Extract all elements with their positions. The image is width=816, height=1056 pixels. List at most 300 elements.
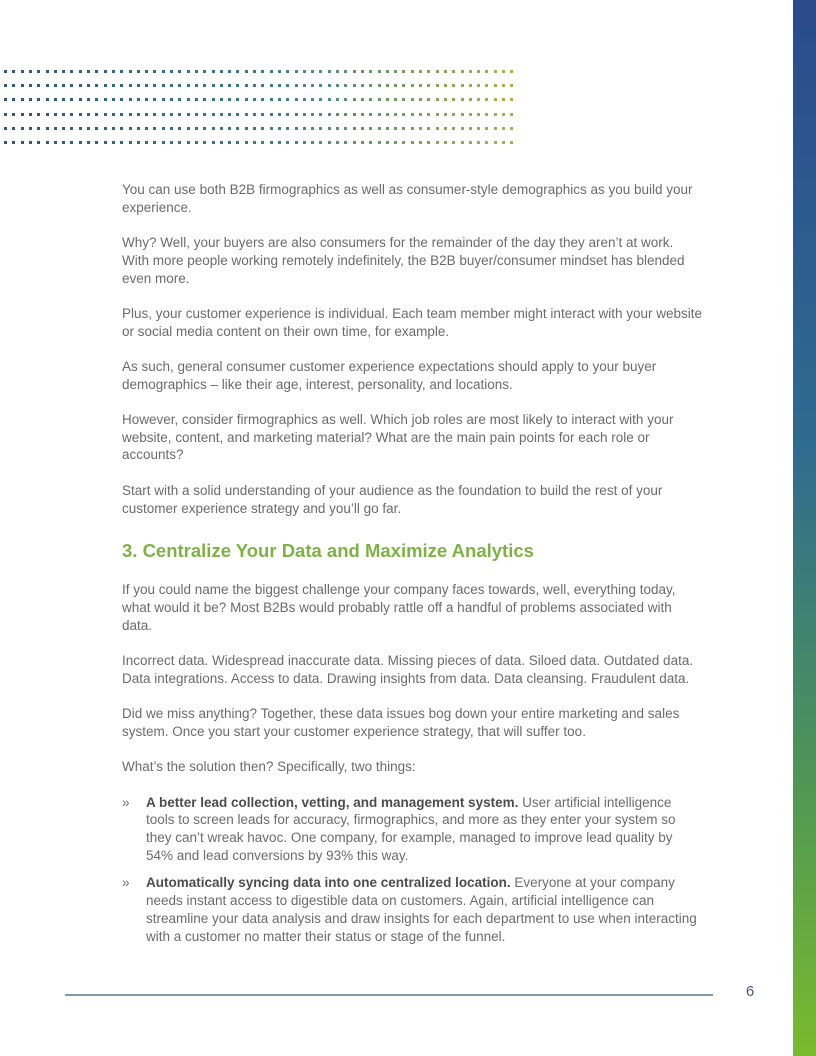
decorative-dot <box>46 84 49 87</box>
decorative-dot <box>62 70 65 73</box>
decorative-dot <box>203 98 206 101</box>
decorative-dot <box>187 70 190 73</box>
decorative-dot <box>328 84 331 87</box>
decorative-dot <box>386 84 389 87</box>
decorative-dot <box>419 98 422 101</box>
decorative-dot <box>303 127 306 130</box>
decorative-dot <box>29 127 32 130</box>
decorative-dot <box>37 98 40 101</box>
decorative-dot <box>187 113 190 116</box>
decorative-dot <box>477 127 480 130</box>
decorative-dot <box>394 70 397 73</box>
decorative-dot <box>502 84 505 87</box>
decorative-dot <box>145 70 148 73</box>
decorative-dot <box>54 70 57 73</box>
decorative-dot <box>4 127 7 130</box>
decorative-dot <box>469 141 472 144</box>
decorative-dot <box>21 70 24 73</box>
decorative-dot <box>137 70 140 73</box>
decorative-dot <box>261 113 264 116</box>
decorative-dot <box>4 141 7 144</box>
decorative-dot <box>245 141 248 144</box>
decorative-dot <box>21 141 24 144</box>
decorative-dot <box>236 113 239 116</box>
decorative-dot <box>195 84 198 87</box>
decorative-dot <box>386 141 389 144</box>
decorative-dot <box>295 84 298 87</box>
decorative-dot <box>378 98 381 101</box>
decorative-dot <box>79 98 82 101</box>
decorative-dot <box>494 141 497 144</box>
decorative-dot <box>378 113 381 116</box>
decorative-dot <box>162 141 165 144</box>
decorative-dot <box>261 127 264 130</box>
decorative-dot <box>162 84 165 87</box>
decorative-dot <box>419 127 422 130</box>
decorative-dot <box>170 70 173 73</box>
decorative-dot <box>402 84 405 87</box>
decorative-dot <box>37 84 40 87</box>
decorative-dot <box>319 98 322 101</box>
decorative-dot <box>153 98 156 101</box>
decorative-dot <box>54 113 57 116</box>
decorative-dot <box>452 98 455 101</box>
decorative-dot <box>253 141 256 144</box>
decorative-dot <box>178 141 181 144</box>
decorative-dot <box>253 113 256 116</box>
decorative-dot <box>129 84 132 87</box>
decorative-dot <box>87 84 90 87</box>
decorative-dot <box>104 113 107 116</box>
decorative-dot <box>494 127 497 130</box>
paragraph: Incorrect data. Widespread inaccurate data. Missing pieces of data. Siloed data. Outdated data. Data integrations. Access to data. Drawing insights from data. Data cleansing. Fraudulent data. <box>122 653 694 686</box>
decorative-dot <box>336 127 339 130</box>
decorative-dot <box>187 141 190 144</box>
decorative-dot <box>303 70 306 73</box>
decorative-dot <box>436 127 439 130</box>
decorative-dot <box>220 141 223 144</box>
decorative-dot <box>12 127 15 130</box>
decorative-dot <box>153 113 156 116</box>
decorative-dot <box>212 70 215 73</box>
decorative-dot <box>29 84 32 87</box>
decorative-dot <box>427 70 430 73</box>
decorative-dot <box>195 127 198 130</box>
decorative-dot <box>79 127 82 130</box>
decorative-dot <box>162 70 165 73</box>
paragraph: As such, general consumer customer experience expectations should apply to your buyer demographics – like their age, interest, personality, and locations. <box>122 358 657 392</box>
decorative-dot <box>228 127 231 130</box>
decorative-dot <box>328 127 331 130</box>
decorative-dot <box>510 127 513 130</box>
decorative-dot <box>378 127 381 130</box>
decorative-dot <box>427 127 430 130</box>
decorative-dot <box>104 127 107 130</box>
decorative-dot <box>62 127 65 130</box>
decorative-dot <box>261 98 264 101</box>
decorative-dot <box>87 98 90 101</box>
decorative-dot <box>452 127 455 130</box>
decorative-dot <box>153 84 156 87</box>
decorative-dot <box>145 113 148 116</box>
decorative-dot <box>411 141 414 144</box>
decorative-dot <box>461 84 464 87</box>
decorative-dot <box>70 113 73 116</box>
decorative-dot <box>278 113 281 116</box>
decorative-dot <box>394 127 397 130</box>
decorative-dot <box>21 127 24 130</box>
decorative-dot <box>411 127 414 130</box>
decorative-dot <box>286 127 289 130</box>
decorative-dot <box>469 70 472 73</box>
decorative-dot <box>369 113 372 116</box>
decorative-dot <box>187 84 190 87</box>
decorative-dot <box>203 113 206 116</box>
decorative-dot <box>510 84 513 87</box>
bullet-marker: » <box>122 875 130 891</box>
decorative-dot <box>112 98 115 101</box>
decorative-dot <box>353 127 356 130</box>
decorative-dot <box>303 84 306 87</box>
decorative-dot <box>386 127 389 130</box>
decorative-dot <box>62 98 65 101</box>
decorative-dot <box>369 70 372 73</box>
decorative-dot <box>319 127 322 130</box>
decorative-dot <box>361 127 364 130</box>
paragraph: Did we miss anything? Together, these data issues bog down your entire marketing and sales system. Once you start your customer experience strategy, that will suffer too. <box>122 706 680 739</box>
decorative-dot <box>95 70 98 73</box>
decorative-dot <box>245 84 248 87</box>
decorative-dot <box>444 141 447 144</box>
paragraph: What’s the solution then? Specifically, two things: <box>122 759 416 775</box>
decorative-dot <box>228 70 231 73</box>
decorative-dot <box>79 84 82 87</box>
decorative-dot <box>46 127 49 130</box>
decorative-dot <box>12 98 15 101</box>
decorative-dot <box>295 141 298 144</box>
decorative-dot <box>436 141 439 144</box>
decorative-dot <box>311 84 314 87</box>
decorative-dot <box>104 98 107 101</box>
paragraph: If you could name the biggest challenge your company faces towards, well, everything today, what would it be? Most B2Bs would probably rattle off a handful of problems associated with data. <box>122 582 676 633</box>
decorative-dot <box>137 113 140 116</box>
decorative-dot <box>419 141 422 144</box>
decorative-dot <box>153 127 156 130</box>
decorative-dot <box>502 70 505 73</box>
decorative-dot <box>37 113 40 116</box>
decorative-dot <box>452 84 455 87</box>
decorative-dot <box>129 113 132 116</box>
decorative-dot <box>502 113 505 116</box>
decorative-dot <box>286 84 289 87</box>
decorative-dot <box>220 127 223 130</box>
bullet-text <box>146 874 702 945</box>
decorative-dot <box>419 70 422 73</box>
decorative-dot <box>62 84 65 87</box>
decorative-dot <box>70 84 73 87</box>
decorative-dot <box>112 141 115 144</box>
decorative-dot <box>236 70 239 73</box>
decorative-dot <box>485 98 488 101</box>
decorative-dot <box>162 98 165 101</box>
decorative-dot <box>270 98 273 101</box>
decorative-dot <box>70 127 73 130</box>
decorative-dot <box>87 127 90 130</box>
decorative-dot <box>344 84 347 87</box>
decorative-dot <box>328 98 331 101</box>
decorative-dot <box>4 70 7 73</box>
decorative-dot <box>54 98 57 101</box>
decorative-dot <box>162 127 165 130</box>
decorative-dot <box>477 113 480 116</box>
decorative-dot <box>394 98 397 101</box>
decorative-dot <box>402 98 405 101</box>
decorative-dot <box>245 98 248 101</box>
decorative-dot <box>29 98 32 101</box>
decorative-dot <box>245 70 248 73</box>
decorative-dot <box>436 113 439 116</box>
decorative-dot <box>319 84 322 87</box>
decorative-dot <box>510 98 513 101</box>
decorative-dot <box>178 70 181 73</box>
decorative-dot <box>303 98 306 101</box>
decorative-dot <box>21 113 24 116</box>
decorative-dot <box>170 127 173 130</box>
decorative-dot <box>104 70 107 73</box>
decorative-dot <box>4 84 7 87</box>
decorative-dot <box>120 141 123 144</box>
decorative-dot <box>344 70 347 73</box>
decorative-dot <box>29 113 32 116</box>
decorative-dot <box>436 98 439 101</box>
decorative-dot <box>145 127 148 130</box>
decorative-dot <box>54 84 57 87</box>
decorative-dot <box>270 70 273 73</box>
decorative-dot <box>120 127 123 130</box>
decorative-dot <box>253 127 256 130</box>
paragraph: However, consider firmographics as well. Which job roles are most likely to interact with your website, content, and marketing material? What are the main pain points for each role or accounts? <box>122 412 674 463</box>
decorative-dot <box>70 98 73 101</box>
decorative-dot <box>37 127 40 130</box>
decorative-dot <box>295 98 298 101</box>
paragraph: You can use both B2B firmographics as well as consumer-style demographics as you build your experience. <box>122 182 693 215</box>
decorative-dot <box>203 127 206 130</box>
decorative-dot <box>386 98 389 101</box>
decorative-dot <box>386 113 389 116</box>
footer-divider <box>65 994 713 996</box>
bullet-item <box>122 874 702 945</box>
decorative-dot <box>344 127 347 130</box>
decorative-dot <box>344 141 347 144</box>
decorative-dot <box>469 84 472 87</box>
decorative-dot <box>70 70 73 73</box>
dot-grid-decoration <box>4 70 522 148</box>
decorative-dot <box>178 98 181 101</box>
decorative-dot <box>369 98 372 101</box>
decorative-dot <box>361 70 364 73</box>
decorative-dot <box>402 70 405 73</box>
decorative-dot <box>485 141 488 144</box>
decorative-dot <box>411 84 414 87</box>
decorative-dot <box>137 127 140 130</box>
decorative-dot <box>187 98 190 101</box>
decorative-dot <box>270 127 273 130</box>
decorative-dot <box>469 98 472 101</box>
decorative-dot <box>336 113 339 116</box>
decorative-dot <box>54 141 57 144</box>
decorative-dot <box>62 141 65 144</box>
decorative-dot <box>336 84 339 87</box>
decorative-dot <box>485 84 488 87</box>
decorative-dot <box>353 113 356 116</box>
decorative-dot <box>145 84 148 87</box>
bullet-text <box>146 794 702 865</box>
bullet-rest: Everyone at your company needs instant access to digestible data on customers. Again, artificial intelligence can streamline your data analysis and draw insights for each department to use when interacting with a customer no matter their status or stage of the funnel. <box>146 875 697 944</box>
decorative-dot <box>477 141 480 144</box>
decorative-dot <box>394 141 397 144</box>
decorative-dot <box>220 84 223 87</box>
decorative-dot <box>261 84 264 87</box>
decorative-dot <box>4 98 7 101</box>
decorative-dot <box>319 141 322 144</box>
decorative-dot <box>79 141 82 144</box>
decorative-dot <box>12 84 15 87</box>
decorative-dot <box>402 127 405 130</box>
decorative-dot <box>79 113 82 116</box>
decorative-dot <box>112 127 115 130</box>
decorative-dot <box>37 70 40 73</box>
decorative-dot <box>195 141 198 144</box>
decorative-dot <box>461 113 464 116</box>
decorative-dot <box>477 70 480 73</box>
decorative-dot <box>79 70 82 73</box>
paragraph: Start with a solid understanding of your audience as the foundation to build the rest of your customer experience strategy and you’ll go far. <box>122 482 663 516</box>
decorative-dot <box>87 70 90 73</box>
decorative-dot <box>21 84 24 87</box>
decorative-dot <box>444 113 447 116</box>
decorative-dot <box>411 98 414 101</box>
decorative-dot <box>170 84 173 87</box>
decorative-dot <box>104 84 107 87</box>
decorative-dot <box>29 70 32 73</box>
decorative-dot <box>270 141 273 144</box>
decorative-dot <box>295 70 298 73</box>
decorative-dot <box>253 98 256 101</box>
decorative-dot <box>228 84 231 87</box>
decorative-dot <box>469 113 472 116</box>
decorative-dot <box>220 70 223 73</box>
decorative-dot <box>378 84 381 87</box>
decorative-dot <box>129 141 132 144</box>
decorative-dot <box>46 141 49 144</box>
decorative-dot <box>303 141 306 144</box>
decorative-dot <box>46 70 49 73</box>
decorative-dot <box>319 113 322 116</box>
decorative-dot <box>361 98 364 101</box>
decorative-dot <box>162 113 165 116</box>
decorative-dot <box>178 113 181 116</box>
decorative-dot <box>203 141 206 144</box>
decorative-dot <box>245 127 248 130</box>
decorative-dot <box>328 113 331 116</box>
decorative-dot <box>278 70 281 73</box>
decorative-dot <box>270 113 273 116</box>
decorative-dot <box>494 70 497 73</box>
decorative-dot <box>87 113 90 116</box>
decorative-dot <box>220 113 223 116</box>
bullet-marker: » <box>122 794 130 810</box>
decorative-dot <box>270 84 273 87</box>
decorative-dot <box>452 141 455 144</box>
decorative-dot <box>353 70 356 73</box>
decorative-dot <box>261 141 264 144</box>
paragraph: Plus, your customer experience is individual. Each team member might interact with your website or social media content on their own time, for example. <box>122 305 702 339</box>
decorative-dot <box>328 141 331 144</box>
decorative-dot <box>145 98 148 101</box>
decorative-dot <box>278 84 281 87</box>
decorative-dot <box>319 70 322 73</box>
decorative-dot <box>361 84 364 87</box>
decorative-dot <box>212 98 215 101</box>
decorative-dot <box>419 113 422 116</box>
decorative-dot <box>452 113 455 116</box>
decorative-dot <box>120 84 123 87</box>
bullet-bold-lead: Automatically syncing data into one centralized location. <box>146 875 511 891</box>
decorative-dot <box>129 98 132 101</box>
decorative-dot <box>95 113 98 116</box>
decorative-dot <box>228 113 231 116</box>
decorative-dot <box>502 127 505 130</box>
decorative-dot <box>353 84 356 87</box>
decorative-dot <box>436 84 439 87</box>
decorative-dot <box>137 84 140 87</box>
section-heading: 3. Centralize Your Data and Maximize Analytics <box>122 540 534 562</box>
decorative-dot <box>112 113 115 116</box>
decorative-dot <box>212 127 215 130</box>
decorative-dot <box>112 70 115 73</box>
decorative-dot <box>311 113 314 116</box>
decorative-dot <box>236 98 239 101</box>
decorative-dot <box>494 113 497 116</box>
decorative-dot <box>12 113 15 116</box>
decorative-dot <box>95 84 98 87</box>
decorative-dot <box>12 70 15 73</box>
decorative-dot <box>378 70 381 73</box>
decorative-dot <box>278 141 281 144</box>
decorative-dot <box>485 127 488 130</box>
decorative-dot <box>37 141 40 144</box>
decorative-dot <box>178 84 181 87</box>
decorative-dot <box>502 141 505 144</box>
decorative-dot <box>228 141 231 144</box>
decorative-dot <box>253 70 256 73</box>
decorative-dot <box>137 141 140 144</box>
decorative-dot <box>29 141 32 144</box>
decorative-dot <box>212 113 215 116</box>
decorative-dot <box>378 141 381 144</box>
bullet-rest: User artificial intelligence tools to screen leads for accuracy, firmographics, and more as they enter your system so they can’t wreak havoc. One company, for example, managed to improve lead quality by 54% and lead conversions by 93% this way. <box>146 794 676 863</box>
decorative-dot <box>344 113 347 116</box>
decorative-dot <box>120 98 123 101</box>
decorative-dot <box>286 98 289 101</box>
decorative-dot <box>427 84 430 87</box>
decorative-dot <box>311 98 314 101</box>
decorative-dot <box>477 98 480 101</box>
decorative-dot <box>452 70 455 73</box>
decorative-dot <box>485 70 488 73</box>
decorative-dot <box>70 141 73 144</box>
decorative-dot <box>236 141 239 144</box>
